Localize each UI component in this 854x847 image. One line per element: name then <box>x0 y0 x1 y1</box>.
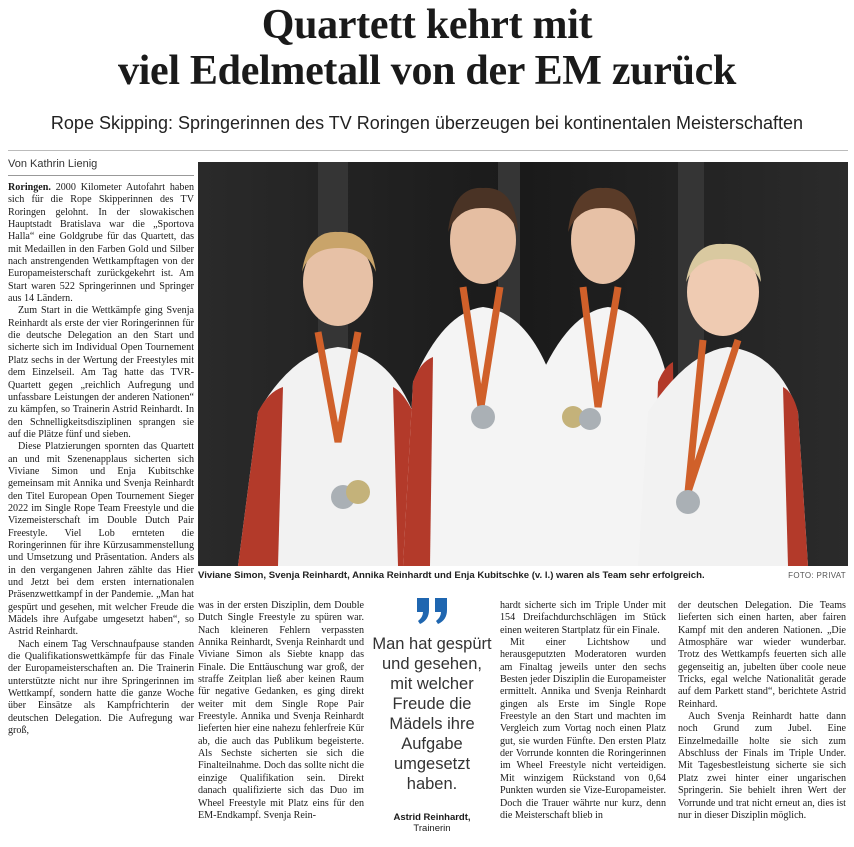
paragraph: Roringen. 2000 Kilometer Autofahrt haben sich für die Rope Skipperinnen des TV Roringen gelohnt. In der slowakischen Hauptstadt Bratislava war die „Sportova Halla“ eine Goldgrube für das Quartett, das mit Medaillen in den Farben Gold und Silber nach anstrengenden Wettkampftagen von der Europameisterschaft zurückgekehrt ist. Am Start waren 522 Springerinnen und Springer aus 14 Ländern. <box>8 182 194 305</box>
photo-illustration <box>198 162 848 566</box>
paragraph: Mit einer Lichtshow und herausgeputzten Moderatoren wurden am Finaltag jeweils unter den sechs Besten jeder Disziplin die Europameister ermittelt. Annika und Svenja Reinhardt gingen als Erste im Single Rope Freestyle an den Start und machten im Vergleich zum Vortag noch einen Platz gut, sie wurden Fünfte. Den ersten Platz der Vorrunde konnten die Roringerinnen im Wheel Freestyle nicht verteidigen. Mit winzigem Rückstand von 0,64 Punkten wurden sie Vize-Europameister. Doch die Trauer währte nur kurz, denn die Meisterschaft blieb in <box>500 637 666 821</box>
team-photo <box>198 162 848 566</box>
paragraph: Nach einem Tag Verschnaufpause standen die Qualifikationswettkämpfe für das Finale der Europameisterschaften an. Die Trainerin unterstützte nicht nur ihre Springerinnen im Wettkampf, sondern hatte die ganze Woche über Einsätze als Kampfrichterin der deutschen Delegation. Die Aufregung war groß, <box>8 638 194 737</box>
dateline: Roringen. <box>8 182 51 193</box>
article-column-4 <box>678 600 846 822</box>
article-column-1 <box>8 182 194 737</box>
headline <box>0 2 854 94</box>
paragraph: hardt sicherte sich im Triple Under mit 154 Dreifachdurchschlägen im Stück einen weiteren Startplatz für ein Finale. <box>500 600 666 636</box>
paragraph: was in der ersten Disziplin, dem Double Dutch Single Freestyle zu spüren war. Nach kleineren Fehlern verpassten Annika Reinhardt, Svenja Reinhardt und Viviane Simon als Siebte knapp das Finale. Die Enttäuschung war groß, der straffe Zeitplan ließ aber keinen Raum für negative Gedanken, es ging direkt weiter mit dem Single Rope Pair Freestyle. Annika und Svenja Reinhardt lieferten hier eine nahezu fehlerfreie Kür ab, die auch das Publikum begeisterte. Als Sechste sicherten sie sich die Finalteilnahme. Doch das sollte nicht die einzige Qualifikation sein. Direkt danach qualifizierte sich das Duo im Wheel Freestyle mit Platz eins für den EM-Endkampf. Svenja Rein- <box>198 600 364 821</box>
byline: Von Kathrin Lienig <box>8 158 98 170</box>
article-column-2 <box>198 600 364 822</box>
headline-line-1: Quartett kehrt mit <box>261 2 593 48</box>
pull-quote-role: Trainerin <box>413 823 451 834</box>
subheadline: Rope Skipping: Springerinnen des TV Roringen überzeugen bei kontinentalen Meisterschaften <box>50 113 804 133</box>
header-divider <box>8 150 848 151</box>
photo-credit: FOTO: PRIVAT <box>788 571 846 580</box>
article-column-3 <box>500 600 666 822</box>
pull-quote-text: Man hat gespürt und gesehen, mit welcher Freude die Mädels ihre Aufgabe umgesetzt haben. <box>372 635 492 793</box>
paragraph: Diese Platzierungen spornten das Quartett an und mit Szenenapplaus sicherten sich Viviane Simon und Enja Kubitschke gemeinsam mit Annika und Svenja Reinhardt den Titel European Open Tournement Sieger 2022 im Single Rope Team Freestyle und die Vizemeisterschaft im Double Dutch Pair Freestyle. Viel Lob ernteten die Roringerinnen für ihre Kürzusammenstellung und Umsetzung und Präsentation. Anders als in den vergangenen Jahren zählte das Hier und Jetzt bei dem ersten internationalen Präsenzwettkampf in der Pandemie. „Man hat gespürt und gesehen, mit welcher Freude die Mädels ihre Aufgabe umgesetzt haben“, so Astrid Reinhardt. <box>8 441 194 638</box>
paragraph: Auch Svenja Reinhardt hatte dann noch Grund zum Jubel. Eine Einzelmedaille holte sie sich zum Abschluss der Finals im Triple Under. Mit Tagesbestleistung sicherte sie sich Platz zwei hinter einer ungarischen Springerin. Sie behielt ihren Wert der Vorrunde und trat nicht erneut an, dies ist nur in dieser Disziplin möglich. <box>678 711 846 821</box>
quote-mark-icon <box>415 598 449 624</box>
byline-divider <box>8 175 194 176</box>
photo-caption: Viviane Simon, Svenja Reinhardt, Annika Reinhardt und Enja Kubitschke (v. l.) waren als Team sehr erfolgreich. <box>198 570 705 581</box>
paragraph: Zum Start in die Wettkämpfe ging Svenja Reinhardt als erste der vier Roringerinnen für die deutsche Delegation an den Start und sicherte sich im Individual Open Tournement Platz sechs in der Wertung der Freestyles mit dem Einzelseil. Am Tag hatte das TVR-Quartett gegen „reichlich Aufregung und unfassbare Leistungen der anderen Nationen“ zu kämpfen, so Trainerin Astrid Reinhardt. In den Schnelligkeitsdisziplinen sprangen sie auf die Plätze fünf und sieben. <box>8 305 194 440</box>
pull-quote <box>372 594 492 844</box>
pull-quote-author: Astrid Reinhardt, <box>393 812 471 823</box>
headline-line-2: viel Edelmetall von der EM zurück <box>117 48 737 94</box>
paragraph: der deutschen Delegation. Die Teams lieferten sich einen harten, aber fairen Kampf mit den anderen Nationen. „Die Atmosphäre war wieder wunderbar. Trotz des Wettkampfs feuerten sich alle gegenseitig an, jubelten über coole neue Tricks, egal welche Nationalität gerade auf dem Parkett stand“, berichtete Astrid Reinhard. <box>678 600 846 710</box>
